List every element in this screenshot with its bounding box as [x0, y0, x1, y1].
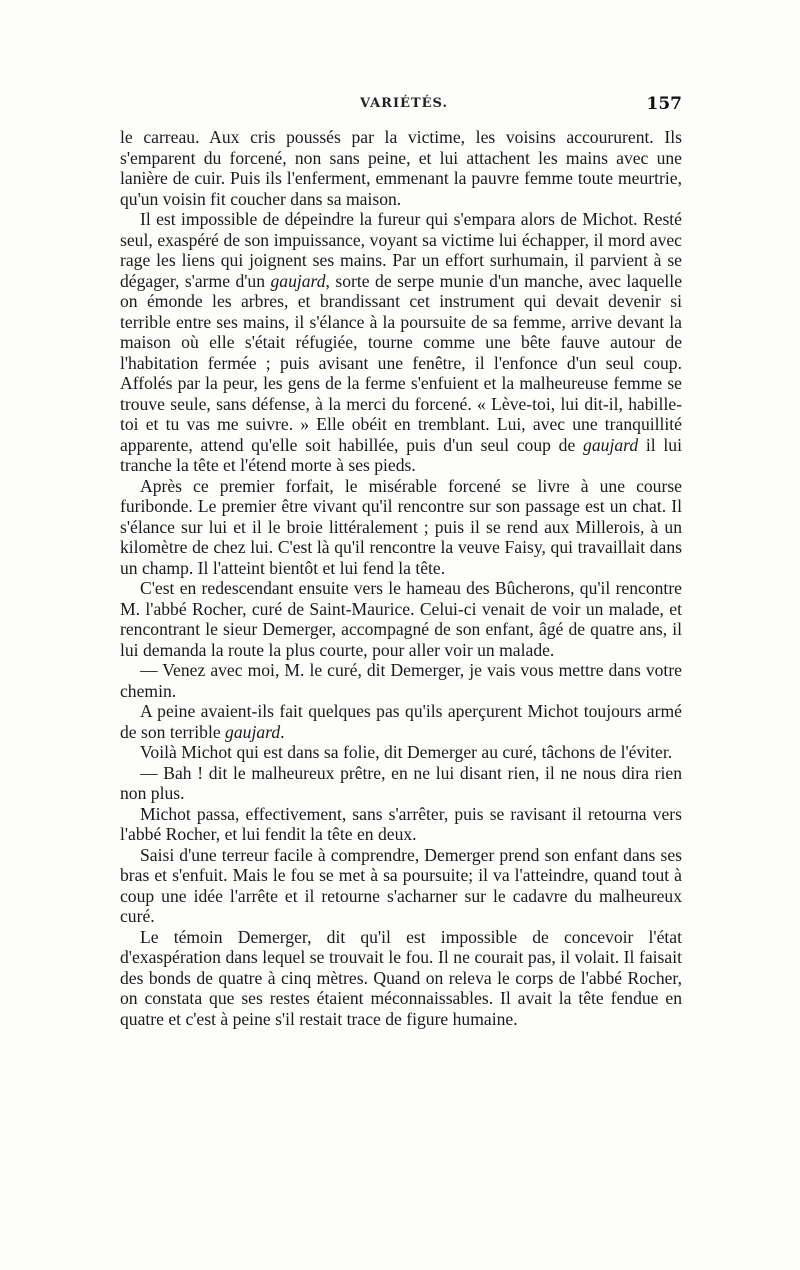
paragraph — [120, 742, 682, 763]
text-run: Michot passa, effectivement, sans s'arrêter, puis se ravisant il retourna vers l'abbé Rocher, et lui fendit la tête en deux. — [120, 803, 682, 844]
paragraph — [120, 763, 682, 804]
italic-term: gaujard — [583, 434, 639, 455]
paragraph — [120, 209, 682, 476]
paragraph — [120, 845, 682, 927]
paragraph — [120, 127, 682, 209]
paragraph — [120, 701, 682, 742]
text-run: — Venez avec moi, M. le curé, dit Demerger, je vais vous mettre dans votre chemin. — [120, 660, 682, 701]
italic-term: gaujard — [225, 721, 281, 742]
text-run: , sorte de serpe munie d'un manche, avec laquelle on émonde les arbres, et brandissant cet instrument qui devait devenir si terrible entre ses mains, il s'élance à la poursuite de sa femme, arrive devant la maison où elle s'était réfugiée, tourne comme une bête fauve autour de l'habitation fermée ; puis avisant une fenêtre, il l'enfonce d'un seul coup. Affolés par la peur, les gens de la ferme s'enfuient et la malheureuse femme se trouve seule, sans défense, à la merci du forcené. « Lève-toi, lui dit-il, habille-toi et tu vas me suivre. » Elle obéit en tremblant. Lui, avec une tranquillité apparente, attend qu'elle soit habillée, puis d'un seul coup de — [120, 270, 683, 455]
body-text — [120, 127, 682, 1029]
paragraph — [120, 476, 682, 579]
text-run: — Bah ! dit le malheureux prêtre, en ne lui disant rien, il ne nous dira rien non plus. — [120, 762, 682, 803]
paragraph — [120, 927, 682, 1030]
text-run: le carreau. Aux cris poussés par la victime, les voisins accoururent. Ils s'emparent du forcené, non sans peine, et lui attachent les mains avec une lanière de cuir. Puis ils l'enferment, emmenant la pauvre femme toute meurtrie, qu'un voisin fit coucher dans sa maison. — [120, 127, 682, 209]
text-run: Il est impossible de dépeindre la fureur qui s'empara alors de Michot. Resté seul, exaspéré de son impuissance, voyant sa victime lui échapper, il mord avec rage les liens qui joignent ses mains. Par un effort surhumain, il parvient à se dégager, s'arme d'un — [120, 209, 682, 291]
paragraph — [120, 804, 682, 845]
running-head — [120, 96, 682, 120]
text-run: Après ce premier forfait, le misérable forcené se livre à une course furibonde. Le premier être vivant qu'il rencontre sur son passage est un chat. Il s'élance sur lui et il le broie littéralement ; puis il se rend aux Millerois, à un kilomètre de chez lui. C'est là qu'il rencontre la veuve Faisy, qui travaillait dans un champ. Il l'atteint bientôt et lui fend la tête. — [120, 475, 682, 578]
text-run: Voilà Michot qui est dans sa folie, dit Demerger au curé, tâchons de l'éviter. — [140, 742, 673, 762]
running-title: VARIÉTÉS. — [360, 96, 448, 111]
text-run: Le témoin Demerger, dit qu'il est impossible de concevoir l'état d'exaspération dans lequel se trouvait le fou. Il ne courait pas, il volait. Il faisait des bonds de quatre à cinq mètres. Quand on releva le corps de l'abbé Rocher, on constata que ses restes étaient méconnaissables. Il avait la tête fendue en quatre et c'est à peine s'il restait trace de figure humaine. — [120, 926, 682, 1029]
text-run: A peine avaient-ils fait quelques pas qu'ils aperçurent Michot toujours armé de son terrible — [120, 701, 682, 742]
text-run: il lui tranche la tête et l'étend morte à ses pieds. — [120, 434, 682, 475]
page-number: 157 — [646, 94, 682, 114]
text-run: . — [280, 721, 285, 742]
paragraph — [120, 578, 682, 660]
text-run: Saisi d'une terreur facile à comprendre, Demerger prend son enfant dans ses bras et s'enfuit. Mais le fou se met à sa poursuite; il va l'atteindre, quand tout à coup une idée l'arrête et il retourne s'acharner sur le cadavre du malheureux curé. — [120, 844, 682, 926]
paragraph — [120, 660, 682, 701]
italic-term: gaujard — [270, 270, 326, 291]
text-run: C'est en redescendant ensuite vers le hameau des Bûcherons, qu'il rencontre M. l'abbé Rocher, curé de Saint-Maurice. Celui-ci venait de voir un malade, et rencontrant le sieur Demerger, accompagné de son enfant, âgé de quatre ans, il lui demanda la route la plus courte, pour aller voir un malade. — [120, 578, 682, 660]
